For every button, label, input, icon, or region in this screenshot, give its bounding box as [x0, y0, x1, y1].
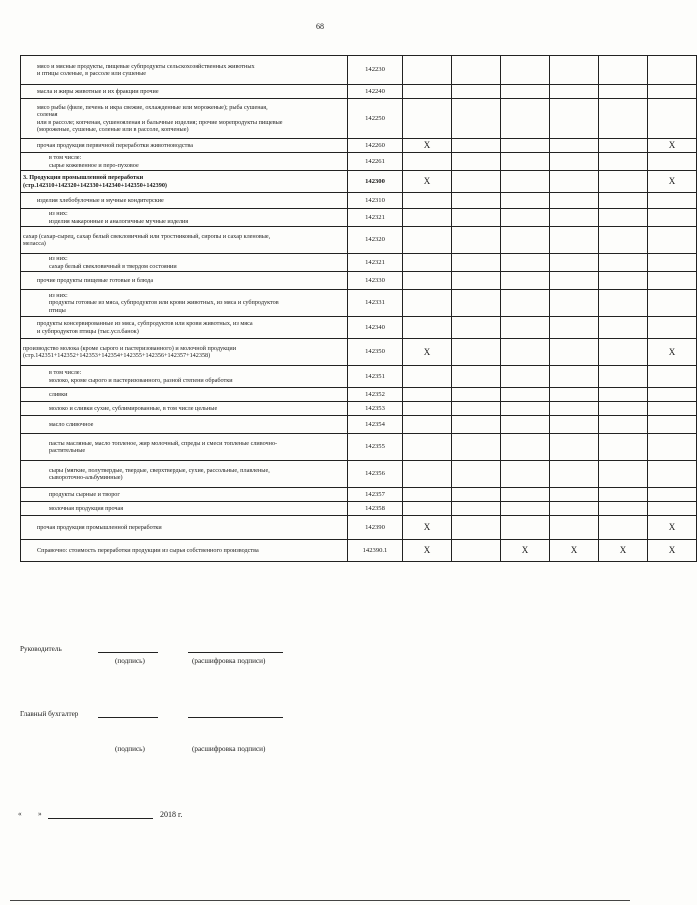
row-description-line: птицы: [49, 306, 66, 314]
data-cell[interactable]: [501, 402, 550, 416]
row-code: 142261: [348, 153, 403, 171]
scan-edge-line: [10, 900, 630, 901]
row-description-line: (стр.142310+142320+142330+142340+142350+142390): [23, 181, 167, 189]
row-description-line: и птицы соленые, в рассоле или сушеные: [37, 70, 147, 77]
row-description-line: соленая: [37, 111, 58, 119]
row-code: 142340: [348, 317, 403, 339]
data-cell[interactable]: [452, 366, 501, 388]
row-description-line: сахар белый свекловичный в твердом состоянии: [49, 262, 177, 270]
data-cell[interactable]: [452, 153, 501, 171]
data-cell[interactable]: X: [403, 516, 452, 540]
data-cell[interactable]: [452, 99, 501, 139]
row-description: [21, 99, 348, 139]
data-cell[interactable]: [501, 388, 550, 402]
accountant-signature-line[interactable]: [98, 717, 158, 718]
data-cell[interactable]: [452, 461, 501, 488]
row-description: [21, 290, 348, 317]
data-cell[interactable]: [403, 254, 452, 272]
data-cell[interactable]: [501, 153, 550, 171]
data-cell[interactable]: [648, 416, 697, 434]
data-cell[interactable]: [599, 171, 648, 193]
data-cell[interactable]: [403, 56, 452, 85]
data-cell[interactable]: [403, 366, 452, 388]
data-cell[interactable]: [452, 339, 501, 366]
data-cell[interactable]: [501, 209, 550, 227]
row-description-line: молоко, кроме сырого и пастеризованного, разной степени обработки: [49, 376, 233, 384]
director-signature-caption: (подпись): [115, 657, 145, 665]
data-cell[interactable]: [599, 85, 648, 99]
data-cell[interactable]: [599, 193, 648, 209]
data-cell[interactable]: [452, 227, 501, 254]
row-description-line: сывороточно-альбуминные): [49, 474, 123, 481]
table-row: [21, 366, 697, 388]
data-cell[interactable]: [452, 171, 501, 193]
data-cell[interactable]: [599, 290, 648, 317]
data-cell[interactable]: [599, 56, 648, 85]
data-cell[interactable]: [452, 516, 501, 540]
row-description-line: масла и жиры животные и их фракции прочие: [37, 87, 159, 95]
data-cell[interactable]: [599, 254, 648, 272]
data-cell[interactable]: [599, 209, 648, 227]
data-cell[interactable]: [501, 56, 550, 85]
row-description: [21, 227, 348, 254]
data-cell[interactable]: [452, 502, 501, 516]
table-row: [21, 402, 697, 416]
row-description-line: изделия хлебобулочные и мучные кондитерские: [37, 196, 164, 204]
accountant-label: Главный бухгалтер: [20, 710, 79, 718]
table-row: [21, 290, 697, 317]
row-description-line: (стр.142351+142352+142353+142354+142355+142356+142357+142358): [23, 352, 211, 359]
row-code: 142356: [348, 461, 403, 488]
row-description-line: прочая продукция промышленной переработки: [37, 523, 162, 531]
data-cell[interactable]: [599, 461, 648, 488]
data-cell[interactable]: [648, 502, 697, 516]
data-cell[interactable]: [501, 434, 550, 461]
data-cell[interactable]: [599, 139, 648, 153]
data-cell[interactable]: [501, 85, 550, 99]
table-row: [21, 193, 697, 209]
director-label: Руководитель: [20, 645, 62, 653]
data-cell[interactable]: X: [403, 339, 452, 366]
data-cell[interactable]: [403, 290, 452, 317]
row-description: [21, 171, 348, 193]
data-cell[interactable]: [648, 388, 697, 402]
data-cell[interactable]: [599, 416, 648, 434]
row-description-line: продукты консервированные из мяса, субпродуктов или крови животных, из мяса: [37, 320, 253, 328]
data-cell[interactable]: [648, 434, 697, 461]
row-description: [21, 461, 348, 488]
row-description: [21, 366, 348, 388]
row-description: [21, 317, 348, 339]
data-cell[interactable]: [599, 488, 648, 502]
row-code: 142230: [348, 56, 403, 85]
data-cell[interactable]: [452, 56, 501, 85]
data-cell[interactable]: [599, 434, 648, 461]
row-code: 142310: [348, 193, 403, 209]
data-cell[interactable]: [501, 366, 550, 388]
table-row: [21, 317, 697, 339]
row-code: 142354: [348, 416, 403, 434]
table-row: [21, 488, 697, 502]
row-description-line: Справочно: стоимость переработки продукции из сырья собственного производства: [37, 546, 259, 554]
data-cell[interactable]: [648, 153, 697, 171]
table-row: [21, 56, 697, 85]
data-cell[interactable]: X: [501, 540, 550, 562]
table-row: [21, 272, 697, 290]
data-cell[interactable]: [403, 153, 452, 171]
data-cell[interactable]: [452, 209, 501, 227]
row-description-line: растительные: [49, 447, 86, 454]
director-decoding-caption: (расшифровка подписи): [192, 657, 266, 665]
data-cell[interactable]: X: [403, 540, 452, 562]
data-cell[interactable]: [648, 99, 697, 139]
data-cell[interactable]: [403, 488, 452, 502]
row-description-line: масло сливочное: [49, 420, 94, 428]
row-description: [21, 85, 348, 99]
table-row: [21, 209, 697, 227]
data-cell[interactable]: [648, 209, 697, 227]
row-description-line: сыры (мягкие, полутвердые, твердые, сверхтвердые, сухие, рассольные, плавленые,: [49, 466, 270, 474]
row-description-line: молоко и сливки сухие, сублимированные, в том числе цельные: [49, 404, 218, 412]
data-cell[interactable]: [452, 402, 501, 416]
data-cell[interactable]: [403, 402, 452, 416]
data-cell[interactable]: [403, 388, 452, 402]
row-description-line: 3. Продукция промышленной переработки: [23, 174, 144, 182]
data-cell[interactable]: [599, 366, 648, 388]
data-cell[interactable]: X: [648, 516, 697, 540]
data-cell[interactable]: [648, 193, 697, 209]
data-cell[interactable]: [648, 317, 697, 339]
data-cell[interactable]: [550, 488, 599, 502]
row-description: [21, 272, 348, 290]
row-description-line: мясо рыбы (филе, печень и икра свежие, охлажденные или мороженые); рыба сушеная,: [37, 103, 268, 111]
row-description: [21, 254, 348, 272]
table-row: [21, 139, 697, 153]
date-line[interactable]: [48, 818, 153, 819]
data-cell[interactable]: [403, 99, 452, 139]
row-code: 142331: [348, 290, 403, 317]
page-number: 68: [316, 22, 324, 31]
data-cell[interactable]: [648, 488, 697, 502]
data-cell[interactable]: [599, 388, 648, 402]
table-row: [21, 99, 697, 139]
accountant-decoding-line[interactable]: [188, 717, 283, 718]
table-row: [21, 416, 697, 434]
accountant-decoding-caption: (расшифровка подписи): [192, 745, 266, 753]
data-cell[interactable]: [599, 153, 648, 171]
row-description-line: продукты сырные и творог: [49, 490, 120, 498]
data-cell[interactable]: [648, 254, 697, 272]
row-code: 142390.1: [348, 540, 403, 562]
data-cell[interactable]: [403, 416, 452, 434]
data-cell[interactable]: [550, 434, 599, 461]
data-cell[interactable]: [452, 488, 501, 502]
data-cell[interactable]: [403, 434, 452, 461]
data-cell[interactable]: [648, 461, 697, 488]
row-description-line: или в рассоле; копченая, сушенояленая и балычные изделия; прочие морепродукты пищевые: [37, 118, 283, 126]
row-description: [21, 434, 348, 461]
data-cell[interactable]: X: [403, 171, 452, 193]
row-description: [21, 502, 348, 516]
row-code: 142250: [348, 99, 403, 139]
row-code: 142300: [348, 171, 403, 193]
data-cell[interactable]: [550, 85, 599, 99]
table-row: [21, 388, 697, 402]
data-cell[interactable]: [599, 402, 648, 416]
row-code: 142240: [348, 85, 403, 99]
director-signature-line[interactable]: [98, 652, 158, 653]
data-cell[interactable]: [501, 317, 550, 339]
table-row: [21, 516, 697, 540]
row-description-line: молочная продукция прочая: [49, 504, 124, 512]
row-code: 142330: [348, 272, 403, 290]
data-cell[interactable]: [550, 56, 599, 85]
row-description: [21, 209, 348, 227]
accountant-signature-caption: (подпись): [115, 745, 145, 753]
data-cell[interactable]: [550, 99, 599, 139]
data-cell[interactable]: [550, 171, 599, 193]
row-description: [21, 339, 348, 366]
data-cell[interactable]: [501, 502, 550, 516]
row-description-line: из них:: [49, 291, 68, 299]
row-description-line: из них:: [49, 255, 68, 263]
row-code: 142260: [348, 139, 403, 153]
data-cell[interactable]: [648, 402, 697, 416]
row-code: 142320: [348, 227, 403, 254]
row-description: [21, 402, 348, 416]
data-cell[interactable]: [550, 516, 599, 540]
row-description: [21, 488, 348, 502]
table-row: [21, 434, 697, 461]
data-cell[interactable]: [550, 416, 599, 434]
row-code: 142350: [348, 339, 403, 366]
row-description-line: сырье кожевенное и перо-пуховое: [49, 161, 139, 169]
data-cell[interactable]: [403, 85, 452, 99]
data-cell[interactable]: [599, 339, 648, 366]
data-cell[interactable]: X: [648, 540, 697, 562]
data-cell[interactable]: X: [648, 171, 697, 193]
row-code: 142351: [348, 366, 403, 388]
table-row: [21, 153, 697, 171]
data-cell[interactable]: [501, 99, 550, 139]
data-cell[interactable]: X: [599, 540, 648, 562]
data-cell[interactable]: [452, 85, 501, 99]
data-cell[interactable]: [501, 272, 550, 290]
data-cell[interactable]: [501, 254, 550, 272]
row-code: 142390: [348, 516, 403, 540]
table-row: [21, 171, 697, 193]
row-description-line: (мороженые, сушеные, соленые или в рассоле, копченые): [37, 125, 189, 133]
row-description: [21, 193, 348, 209]
row-description-line: сливки: [49, 390, 68, 398]
data-cell[interactable]: [550, 227, 599, 254]
data-cell[interactable]: [403, 272, 452, 290]
row-description-line: сахар (сахар-сырец, сахар белый свекловичный или тростниковый, сиропы и сахар кленовые,: [23, 232, 271, 240]
table-row: [21, 461, 697, 488]
data-cell[interactable]: X: [403, 139, 452, 153]
data-cell[interactable]: [648, 85, 697, 99]
row-code: 142352: [348, 388, 403, 402]
data-cell[interactable]: [599, 502, 648, 516]
data-cell[interactable]: [599, 272, 648, 290]
date-open-quote: «: [18, 810, 22, 818]
data-cell[interactable]: [403, 227, 452, 254]
data-cell[interactable]: [599, 317, 648, 339]
table-row: [21, 254, 697, 272]
data-cell[interactable]: [550, 461, 599, 488]
row-description-line: прочие продукты пищевые готовые и блюда: [37, 276, 154, 284]
row-code: 142353: [348, 402, 403, 416]
row-description-line: мясо и мясные продукты, пищевые субпродукты сельскохозяйственных животных: [37, 62, 255, 70]
data-cell[interactable]: [550, 402, 599, 416]
row-description-line: пасты масляные, масло топленое, жир молочный, спреды и смеси топленые сливочно-: [49, 439, 278, 447]
data-cell[interactable]: [550, 272, 599, 290]
row-description-line: прочая продукция первичной переработки животноводства: [37, 141, 193, 149]
row-code: 142355: [348, 434, 403, 461]
row-description-line: продукты готовые из мяса, субпродуктов или крови животных, из мяса и субпродуктов: [49, 299, 279, 307]
row-description-line: производство молока (кроме сырого и пастеризованного) и молочной продукции: [23, 344, 237, 352]
row-code: 142357: [348, 488, 403, 502]
data-cell[interactable]: [403, 317, 452, 339]
data-cell[interactable]: [599, 99, 648, 139]
table-row: [21, 540, 697, 562]
data-cell[interactable]: [550, 317, 599, 339]
row-description: [21, 56, 348, 85]
row-code: 142358: [348, 502, 403, 516]
data-cell[interactable]: [452, 434, 501, 461]
data-cell[interactable]: [452, 139, 501, 153]
data-cell[interactable]: [648, 227, 697, 254]
row-code: 142321: [348, 254, 403, 272]
data-cell[interactable]: [452, 290, 501, 317]
data-cell[interactable]: [550, 254, 599, 272]
row-description-line: из них:: [49, 210, 68, 218]
data-cell[interactable]: [550, 139, 599, 153]
date-year: 2018 г.: [160, 810, 183, 819]
data-cell[interactable]: [501, 171, 550, 193]
data-cell[interactable]: [501, 416, 550, 434]
row-code: 142321: [348, 209, 403, 227]
data-cell[interactable]: [648, 56, 697, 85]
data-cell[interactable]: X: [648, 339, 697, 366]
row-description: [21, 416, 348, 434]
data-cell[interactable]: [501, 139, 550, 153]
data-cell[interactable]: [501, 488, 550, 502]
data-cell[interactable]: [452, 317, 501, 339]
data-cell[interactable]: [648, 290, 697, 317]
table-row: [21, 502, 697, 516]
row-description: [21, 139, 348, 153]
data-cell[interactable]: [403, 209, 452, 227]
data-cell[interactable]: [452, 540, 501, 562]
data-cell[interactable]: [403, 461, 452, 488]
data-cell[interactable]: [550, 290, 599, 317]
row-description-line: в том числе:: [49, 369, 82, 377]
data-cell[interactable]: [550, 209, 599, 227]
table-row: [21, 85, 697, 99]
row-description-line: в том числе:: [49, 154, 82, 162]
data-cell[interactable]: X: [550, 540, 599, 562]
row-description-line: изделия макаронные и аналогичные мучные изделия: [49, 217, 189, 225]
data-cell[interactable]: [648, 366, 697, 388]
row-description: [21, 388, 348, 402]
data-cell[interactable]: [599, 516, 648, 540]
data-cell[interactable]: [599, 227, 648, 254]
table-row: [21, 339, 697, 366]
data-cell[interactable]: X: [648, 139, 697, 153]
date-close-quote: »: [38, 810, 42, 818]
data-cell[interactable]: [452, 388, 501, 402]
data-cell[interactable]: [452, 254, 501, 272]
table-row: [21, 227, 697, 254]
row-description-line: и субпродуктов птицы (тыс.усл.банок): [37, 327, 139, 335]
data-cell[interactable]: [550, 153, 599, 171]
data-cell[interactable]: [501, 193, 550, 209]
data-cell[interactable]: [452, 193, 501, 209]
data-cell[interactable]: [550, 388, 599, 402]
row-description: [21, 540, 348, 562]
data-cell[interactable]: [452, 416, 501, 434]
data-cell[interactable]: [550, 502, 599, 516]
row-description: [21, 153, 348, 171]
data-cell[interactable]: [550, 366, 599, 388]
data-cell[interactable]: [501, 461, 550, 488]
data-cell[interactable]: [403, 502, 452, 516]
director-decoding-line[interactable]: [188, 652, 283, 653]
row-description-line: меласса): [23, 240, 46, 247]
data-cell[interactable]: [452, 272, 501, 290]
data-cell[interactable]: [501, 339, 550, 366]
data-cell[interactable]: [501, 290, 550, 317]
data-cell[interactable]: [550, 193, 599, 209]
data-cell[interactable]: [403, 193, 452, 209]
data-cell[interactable]: [501, 227, 550, 254]
production-table: [20, 55, 697, 562]
data-cell[interactable]: [648, 272, 697, 290]
data-cell[interactable]: [501, 516, 550, 540]
data-cell[interactable]: [550, 339, 599, 366]
row-description: [21, 516, 348, 540]
